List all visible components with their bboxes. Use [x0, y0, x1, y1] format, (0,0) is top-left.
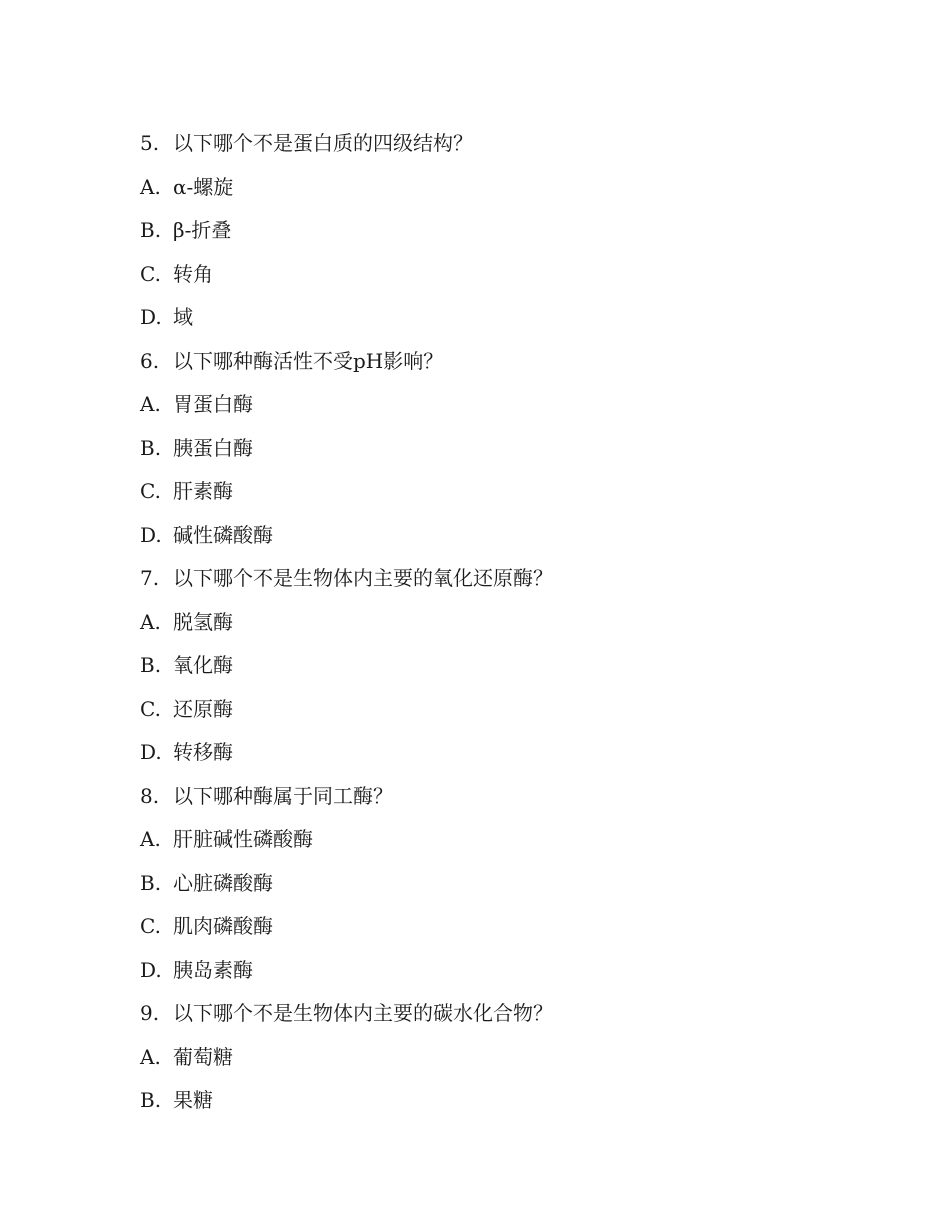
option-text: 肌肉磷酸酶	[173, 914, 273, 938]
option-letter: B.	[140, 1088, 162, 1112]
option-letter: B.	[140, 218, 162, 242]
option-line	[140, 908, 900, 952]
option-letter: D.	[140, 305, 162, 329]
option-letter: A.	[140, 1044, 161, 1069]
option-text: β-折叠	[173, 218, 232, 242]
option-text: 氧化酶	[173, 653, 233, 677]
option-line	[140, 1082, 900, 1126]
option-letter: A.	[140, 392, 161, 416]
option-line	[140, 299, 900, 343]
option-text: 转移酶	[173, 740, 233, 764]
option-text: α-螺旋	[173, 174, 234, 199]
option-letter: C.	[140, 696, 161, 721]
option-text: 果糖	[173, 1088, 213, 1112]
option-line	[140, 647, 900, 691]
option-line	[140, 473, 900, 517]
option-letter: C.	[140, 261, 161, 286]
option-line	[140, 386, 900, 430]
option-line	[140, 734, 900, 778]
question-text: 以下哪个不是生物体内主要的氧化还原酶？	[173, 566, 553, 590]
option-text: 还原酶	[173, 696, 233, 721]
option-text: 胰岛素酶	[173, 957, 253, 982]
option-letter: D.	[140, 957, 162, 982]
question-text: 以下哪个不是蛋白质的四级结构？	[173, 131, 473, 155]
question-number: 6.	[140, 348, 160, 373]
option-line	[140, 821, 900, 865]
option-line	[140, 430, 900, 474]
question-line	[140, 125, 900, 169]
option-line	[140, 865, 900, 909]
option-text: 胰蛋白酶	[173, 435, 253, 460]
option-line	[140, 212, 900, 256]
option-letter: A.	[140, 174, 161, 199]
option-letter: D.	[140, 522, 162, 547]
option-text: 肝脏碱性磷酸酶	[173, 827, 313, 851]
option-letter: B.	[140, 435, 162, 460]
option-line	[140, 169, 900, 213]
option-line	[140, 691, 900, 735]
option-text: 转角	[173, 261, 213, 286]
option-text: 葡萄糖	[173, 1044, 233, 1069]
question-line	[140, 995, 900, 1039]
option-letter: C.	[140, 479, 161, 503]
option-letter: C.	[140, 914, 161, 938]
option-text: 域	[173, 305, 193, 329]
question-line	[140, 778, 900, 822]
option-text: 碱性磷酸酶	[173, 522, 273, 547]
question-text: 以下哪个不是生物体内主要的碳水化合物？	[173, 1001, 553, 1025]
option-letter: B.	[140, 870, 162, 895]
option-text: 脱氢酶	[173, 609, 233, 634]
option-letter: D.	[140, 740, 162, 764]
question-number: 7.	[140, 566, 160, 590]
question-number: 9.	[140, 1001, 160, 1025]
option-line	[140, 604, 900, 648]
question-line	[140, 343, 900, 387]
option-line	[140, 517, 900, 561]
option-line	[140, 256, 900, 300]
option-text: 心脏磷酸酶	[173, 870, 273, 895]
question-number: 5.	[140, 131, 160, 155]
question-number: 8.	[140, 783, 160, 808]
option-letter: A.	[140, 827, 161, 851]
question-list	[140, 125, 900, 1126]
option-text: 胃蛋白酶	[173, 392, 253, 416]
question-text: 以下哪种酶属于同工酶？	[173, 783, 393, 808]
option-line	[140, 1039, 900, 1083]
question-line	[140, 560, 900, 604]
option-text: 肝素酶	[173, 479, 233, 503]
option-line	[140, 952, 900, 996]
question-text: 以下哪种酶活性不受pH影响？	[173, 348, 444, 373]
option-letter: A.	[140, 609, 161, 634]
option-letter: B.	[140, 653, 162, 677]
